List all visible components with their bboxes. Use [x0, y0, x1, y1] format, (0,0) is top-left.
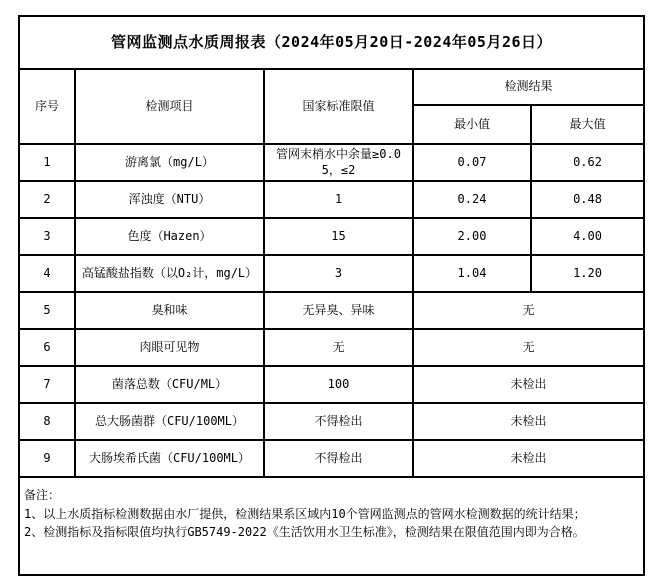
- cell-max: 0.62: [531, 144, 644, 181]
- cell-item: 色度（Hazen）: [75, 218, 264, 255]
- notes-label: 备注：: [24, 488, 61, 502]
- cell-no: 5: [19, 292, 75, 329]
- col-header-no: 序号: [19, 69, 75, 144]
- cell-standard: 1: [264, 181, 413, 218]
- header-row-1: [19, 69, 644, 105]
- cell-no: 4: [19, 255, 75, 292]
- cell-item: 臭和味: [75, 292, 264, 329]
- notes-line-2: 2、检测指标及指标限值均执行GB5749-2022《生活饮用水卫生标准》，检测结果在限值范围内即为合格。: [24, 525, 585, 539]
- cell-no: 1: [19, 144, 75, 181]
- col-header-item: 检测项目: [75, 69, 264, 144]
- cell-no: 7: [19, 366, 75, 403]
- cell-min: 2.00: [413, 218, 531, 255]
- cell-no: 9: [19, 440, 75, 477]
- table-row: [19, 181, 644, 218]
- col-header-max: 最大值: [531, 105, 644, 144]
- cell-item: 菌落总数（CFU/ML）: [75, 366, 264, 403]
- cell-min: 0.24: [413, 181, 531, 218]
- cell-no: 6: [19, 329, 75, 366]
- cell-standard: 3: [264, 255, 413, 292]
- cell-min: 1.04: [413, 255, 531, 292]
- cell-no: 2: [19, 181, 75, 218]
- table-row: [19, 329, 644, 366]
- table-row: [19, 218, 644, 255]
- cell-max: 4.00: [531, 218, 644, 255]
- cell-min: 0.07: [413, 144, 531, 181]
- report-title: 管网监测点水质周报表（2024年05月20日-2024年05月26日）: [19, 16, 644, 69]
- cell-item: 大肠埃希氏菌（CFU/100ML）: [75, 440, 264, 477]
- col-header-standard: 国家标准限值: [264, 69, 413, 144]
- cell-item: 游离氯（mg/L）: [75, 144, 264, 181]
- cell-standard: 无异臭、异味: [264, 292, 413, 329]
- water-quality-weekly-report: [18, 15, 645, 576]
- col-header-min: 最小值: [413, 105, 531, 144]
- cell-result: 无: [413, 292, 644, 329]
- table-row: [19, 144, 644, 181]
- cell-standard: 管网末梢水中余量≥0.05，≤2: [264, 144, 413, 181]
- cell-item: 肉眼可见物: [75, 329, 264, 366]
- notes-cell: [19, 477, 644, 575]
- cell-item: 浑浊度（NTU）: [75, 181, 264, 218]
- table-row: [19, 255, 644, 292]
- cell-no: 3: [19, 218, 75, 255]
- notes-row: [19, 477, 644, 575]
- cell-max: 1.20: [531, 255, 644, 292]
- table-row: [19, 403, 644, 440]
- cell-result: 无: [413, 329, 644, 366]
- notes-line-1: 1、以上水质指标检测数据由水厂提供，检测结果系区域内10个管网监测点的管网水检测数据的统计结果；: [24, 506, 586, 521]
- cell-standard: 15: [264, 218, 413, 255]
- cell-result: 未检出: [413, 366, 644, 403]
- cell-result: 未检出: [413, 403, 644, 440]
- cell-max: 0.48: [531, 181, 644, 218]
- cell-standard: 不得检出: [264, 440, 413, 477]
- cell-item: 总大肠菌群（CFU/100ML）: [75, 403, 264, 440]
- report-table: [18, 15, 645, 576]
- table-row: [19, 366, 644, 403]
- cell-standard: 不得检出: [264, 403, 413, 440]
- cell-no: 8: [19, 403, 75, 440]
- table-row: [19, 292, 644, 329]
- cell-standard: 无: [264, 329, 413, 366]
- cell-item: 高锰酸盐指数（以O₂计，mg/L）: [75, 255, 264, 292]
- cell-standard: 100: [264, 366, 413, 403]
- table-row: [19, 440, 644, 477]
- cell-result: 未检出: [413, 440, 644, 477]
- col-header-result-group: 检测结果: [413, 69, 644, 105]
- title-row: [19, 16, 644, 69]
